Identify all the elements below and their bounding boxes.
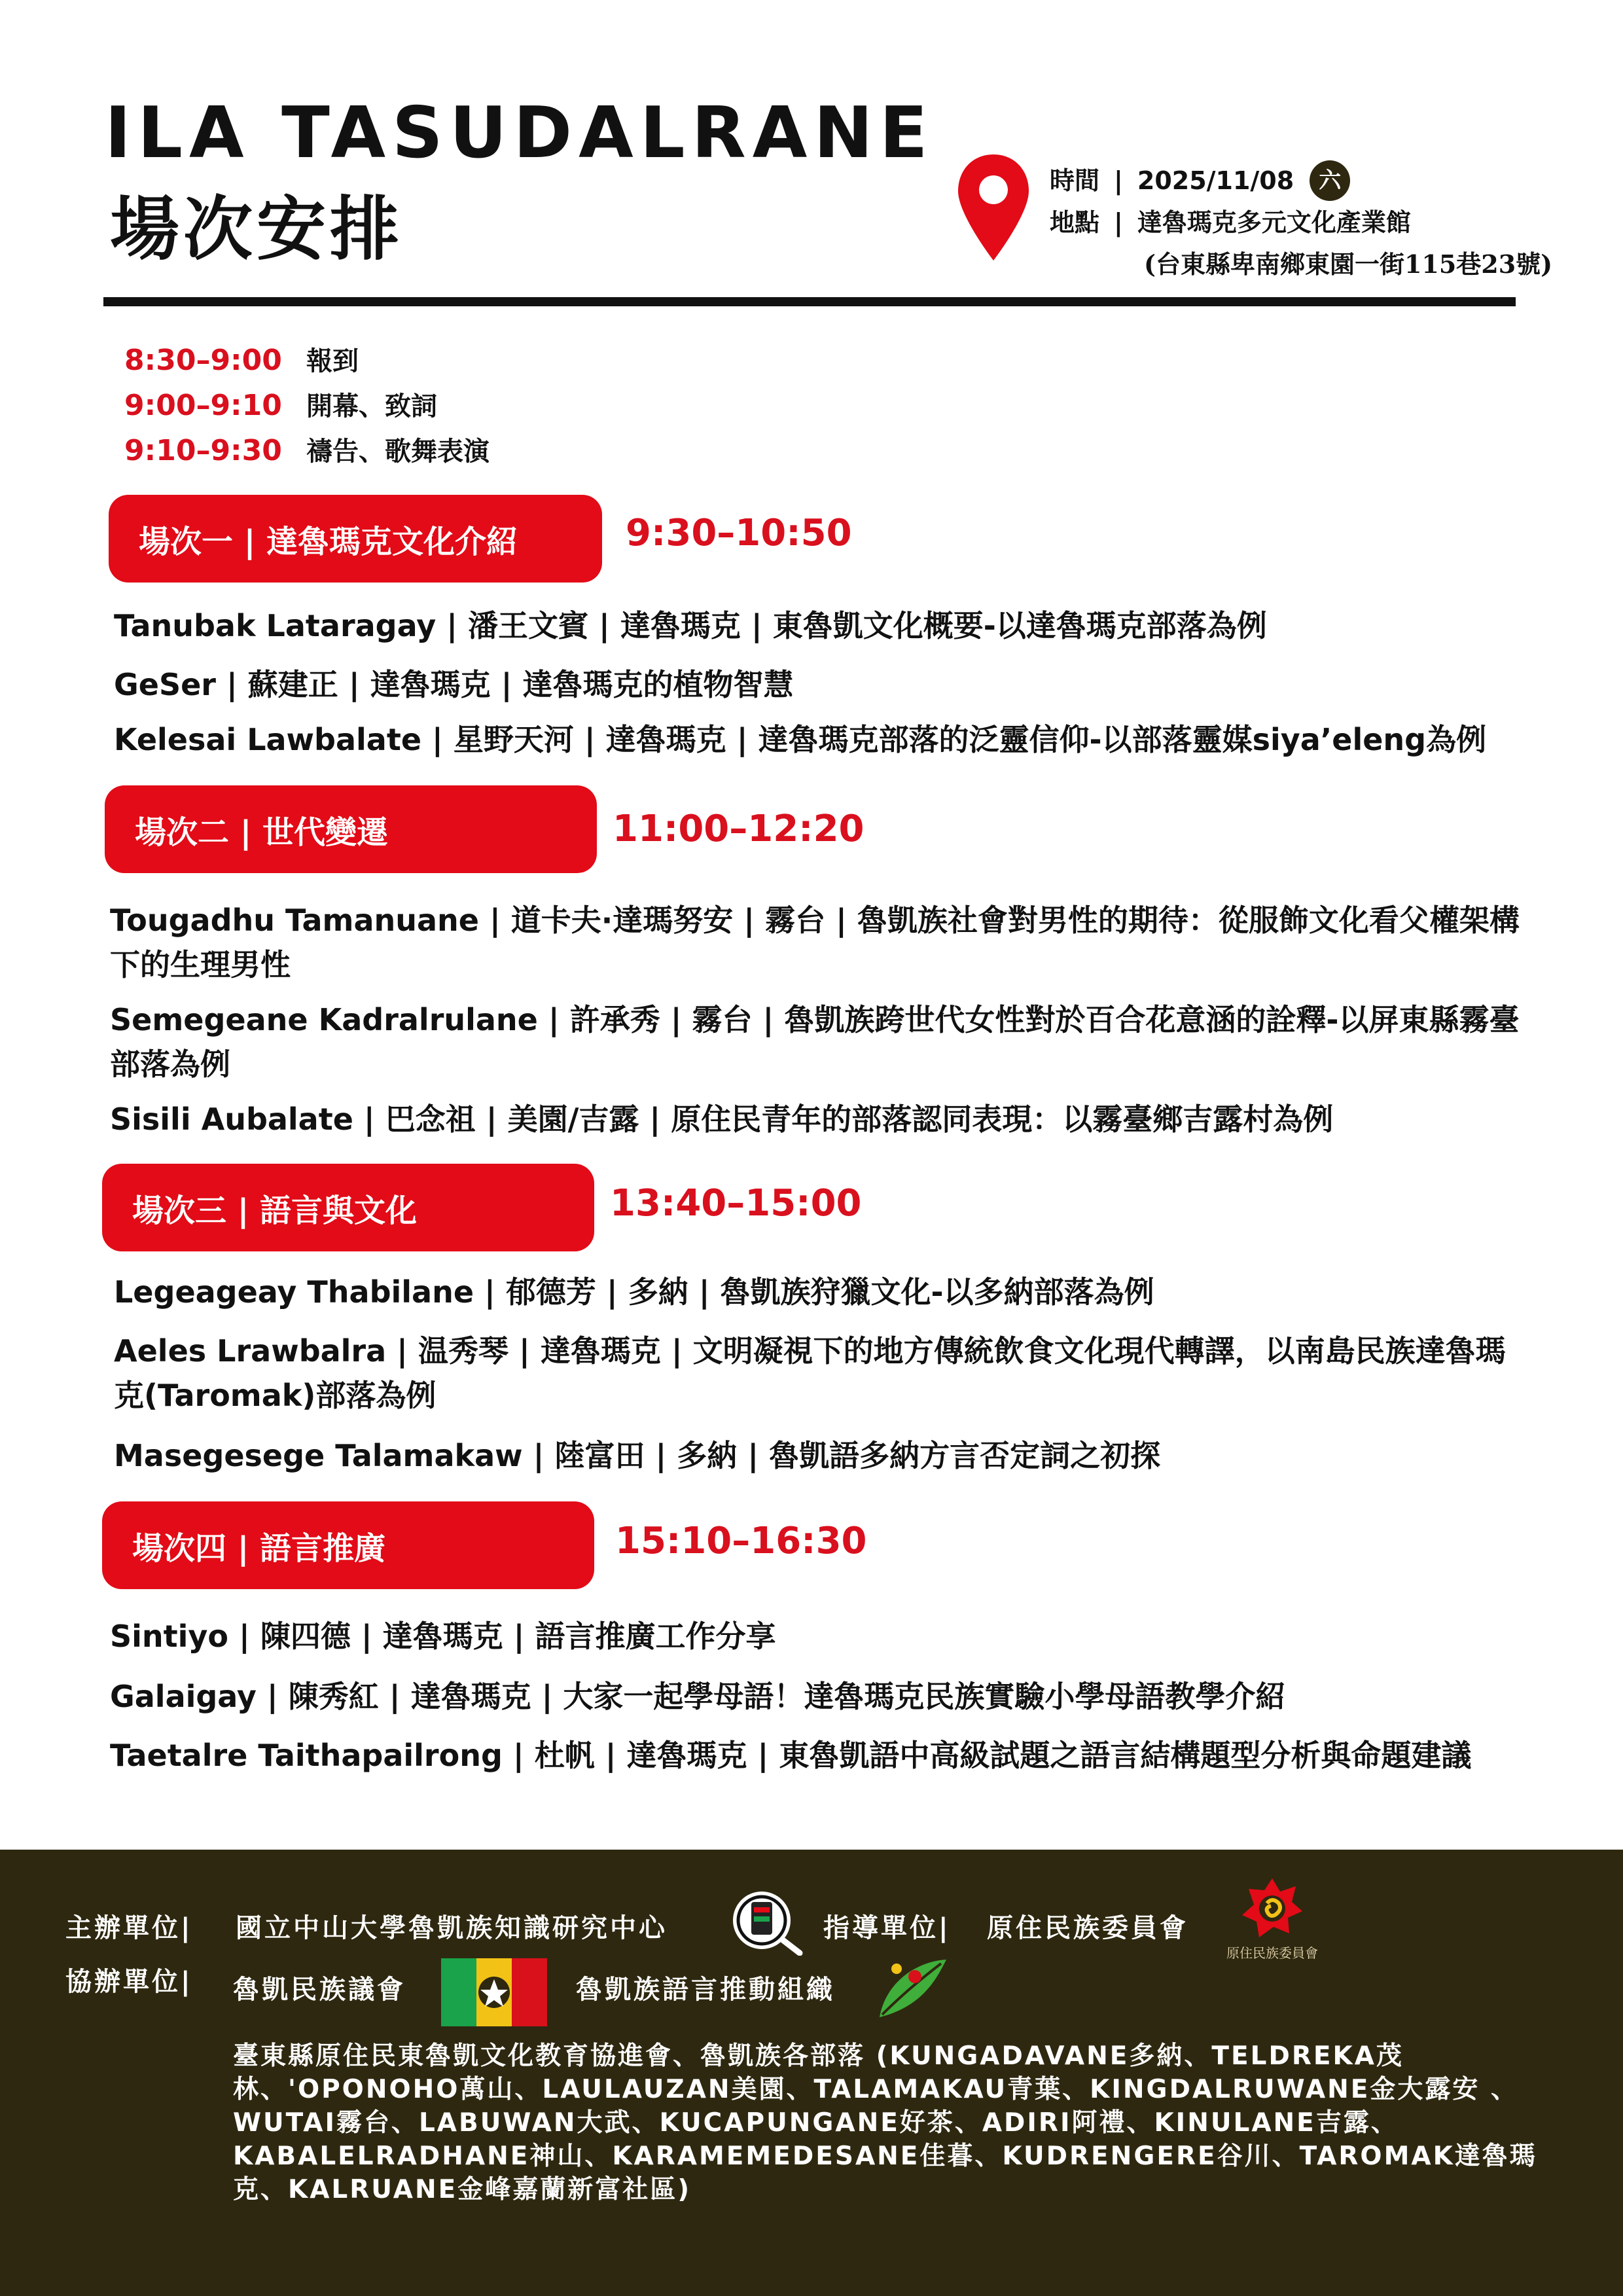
venue-label: 地點 (1050, 207, 1100, 237)
separator: | (1114, 166, 1123, 195)
venue-row (1050, 202, 1552, 243)
talk-item: Sintiyo | 陳四德 | 達魯瑪克 | 語言推廣工作分享 (110, 1619, 776, 1654)
opening-label: 禱告、歌舞表演 (306, 437, 490, 467)
header-divider (103, 297, 1516, 306)
talk-item: Taetalre Taithapailrong | 杜帆 | 達魯瑪克 | 東魯凱語中高級試題之語言結構題型分析與命題建議 (110, 1738, 1472, 1773)
page-title-zh: 場次安排 (110, 188, 403, 270)
talk-item: Galaigay | 陳秀紅 | 達魯瑪克 | 大家一起學母語！達魯瑪克民族實驗小學母語教學介紹 (110, 1679, 1286, 1714)
talk-item: Tanubak Lataragay | 潘王文賓 | 達魯瑪克 | 東魯凱文化概要-以達魯瑪克部落為例 (114, 608, 1267, 643)
advisor-label: 指導單位| (823, 1913, 951, 1943)
rukai-flag-icon (441, 1958, 547, 2026)
cip-logo-icon (1241, 1877, 1304, 1940)
separator: | (1114, 208, 1123, 237)
co-organizer-2: 魯凱族語言推動組織 (576, 1975, 835, 2005)
session-title-pill: 場次四 | 語言推廣 (102, 1501, 594, 1589)
talk-item: Masegesege Talamakaw | 陸富田 | 多納 | 魯凱語多納方言否定詞之初探 (114, 1438, 1161, 1473)
session-time: 15:10–16:30 (615, 1520, 867, 1562)
date-row (1050, 160, 1552, 202)
location-pin-icon (954, 152, 1033, 263)
venue-name: 達魯瑪克多元文化產業館 (1137, 207, 1411, 237)
sponsors-footer (0, 1850, 1623, 2296)
organizer-name: 國立中山大學魯凱族知識研究中心 (236, 1913, 668, 1943)
talk-item: Semegeane Kadralrulane | 許承秀 | 霧台 | 魯凱族跨世代女性對於百合花意涵的詮釋-以屏東縣霧臺部落為例 (110, 1002, 1520, 1082)
advisor-name: 原住民族委員會 (987, 1913, 1188, 1943)
event-info (1050, 160, 1552, 285)
talk-item: Tougadhu Tamanuane | 道卡夫·達瑪努安 | 霧台 | 魯凱族社會對男性的期待：從服飾文化看父權架構下的生理男性 (110, 903, 1520, 982)
opening-item (124, 340, 490, 386)
opening-item (124, 431, 490, 476)
talk-item: GeSer | 蘇建正 | 達魯瑪克 | 達魯瑪克的植物智慧 (114, 667, 794, 702)
opening-item (124, 386, 490, 431)
event-date: 2025/11/08 (1137, 166, 1294, 195)
session-title-pill: 場次二 | 世代變遷 (105, 785, 597, 873)
opening-label: 報到 (306, 346, 359, 376)
opening-schedule (124, 340, 490, 476)
organizer-label: 主辦單位| (65, 1913, 193, 1943)
talk-item: Legeageay Thabilane | 郁德芳 | 多納 | 魯凱族狩獵文化-以多納部落為例 (114, 1274, 1154, 1310)
cip-logo-text: 原住民族委員會 (1226, 1945, 1318, 1961)
talk-item: Sisili Aubalate | 巴念祖 | 美園/吉露 | 原住民青年的部落認同表現：以霧臺鄉吉露村為例 (110, 1102, 1334, 1137)
co-organizer-label: 協辦單位| (65, 1967, 193, 1997)
weekday-badge: 六 (1310, 160, 1350, 201)
co-organizer-1: 魯凱民族議會 (233, 1975, 406, 2005)
time-label: 時間 (1050, 166, 1100, 195)
co-organizer-list: 臺東縣原住民東魯凱文化教育協進會、魯凱族各部落 (KUNGADAVANE多納、TELDREKA茂林、'OPONOHO萬山、LAULAUZAN美園、TALAMAKAU青葉、KINGDALRUWANE金大露安 、WUTAI霧台、LABUWAN大武、KUCAPUNGANE好茶、ADIRI阿禮、KINULANE吉露、KABALELRADHANE神山、KARAMEMEDESANE佳暮、KUDRENGERE谷川、TAROMAK達魯瑪克、KALRUANE金峰嘉蘭新富社區) (233, 2041, 1537, 2204)
opening-time: 8:30–9:00 (124, 344, 282, 377)
session-title-pill: 場次三 | 語言與文化 (102, 1164, 594, 1251)
talk-item: Kelesai Lawbalate | 星野天河 | 達魯瑪克 | 達魯瑪克部落的泛靈信仰-以部落靈媒siya’eleng為例 (114, 722, 1487, 757)
session-title-pill: 場次一 | 達魯瑪克文化介紹 (109, 495, 602, 583)
opening-time: 9:10–9:30 (124, 434, 282, 467)
page-title-en: ILA TASUDALRANE (105, 92, 935, 174)
venue-address: (台東縣卑南鄉東園一街115巷23號) (1144, 249, 1553, 279)
opening-label: 開幕、致詞 (306, 391, 437, 422)
rukai-leaf-logo-icon (873, 1954, 952, 2025)
nsysu-rukai-logo-icon (728, 1888, 805, 1956)
cip-logo (1221, 1877, 1323, 1967)
talk-item: Aeles Lrawbalra | 温秀琴 | 達魯瑪克 | 文明凝視下的地方傳統飲食文化現代轉譯，以南島民族達魯瑪克(Taromak)部落為例 (114, 1333, 1506, 1413)
session-time: 13:40–15:00 (610, 1182, 862, 1225)
opening-time: 9:00–9:10 (124, 389, 282, 422)
session-time: 9:30–10:50 (626, 512, 852, 554)
session-time: 11:00–12:20 (613, 808, 865, 850)
